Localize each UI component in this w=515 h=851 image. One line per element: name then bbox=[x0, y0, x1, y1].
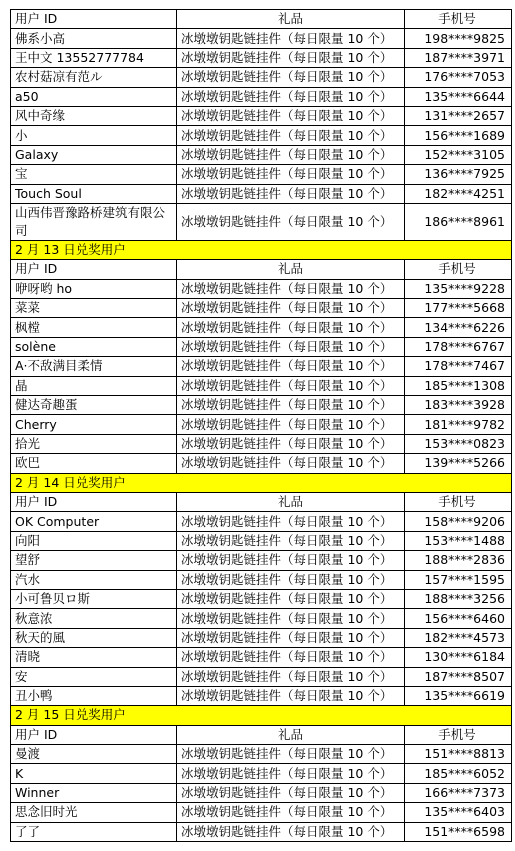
gift-cell: 冰墩墩钥匙链挂件（每日限量 10 个） bbox=[177, 48, 405, 67]
table-row bbox=[11, 822, 512, 841]
user-id-cell: 思念旧时光 bbox=[11, 803, 177, 822]
section-title-row bbox=[11, 473, 512, 492]
user-id-cell: 欧巴 bbox=[11, 454, 177, 473]
header-gift: 礼品 bbox=[177, 260, 405, 279]
table-row bbox=[11, 454, 512, 473]
user-id-cell: OK Computer bbox=[11, 512, 177, 531]
gift-cell: 冰墩墩钥匙链挂件（每日限量 10 个） bbox=[177, 822, 405, 841]
phone-cell: 186****8961 bbox=[405, 203, 512, 240]
phone-cell: 181****9782 bbox=[405, 415, 512, 434]
table-row bbox=[11, 783, 512, 802]
gift-cell: 冰墩墩钥匙链挂件（每日限量 10 个） bbox=[177, 337, 405, 356]
table-row bbox=[11, 279, 512, 298]
gift-cell: 冰墩墩钥匙链挂件（每日限量 10 个） bbox=[177, 376, 405, 395]
gift-cell: 冰墩墩钥匙链挂件（每日限量 10 个） bbox=[177, 145, 405, 164]
gift-cell: 冰墩墩钥匙链挂件（每日限量 10 个） bbox=[177, 434, 405, 453]
user-id-cell: 安 bbox=[11, 667, 177, 686]
section-title: 2 月 14 日兑奖用户 bbox=[11, 473, 512, 492]
gift-cell: 冰墩墩钥匙链挂件（每日限量 10 个） bbox=[177, 126, 405, 145]
table-row bbox=[11, 203, 512, 240]
table-row bbox=[11, 126, 512, 145]
phone-cell: 188****3256 bbox=[405, 589, 512, 608]
user-id-cell: 农村菇凉有范ル bbox=[11, 68, 177, 87]
header-row bbox=[11, 492, 512, 511]
gift-cell: 冰墩墩钥匙链挂件（每日限量 10 个） bbox=[177, 415, 405, 434]
phone-cell: 187****8507 bbox=[405, 667, 512, 686]
phone-cell: 135****6644 bbox=[405, 87, 512, 106]
phone-cell: 198****9825 bbox=[405, 29, 512, 48]
gift-cell: 冰墩墩钥匙链挂件（每日限量 10 个） bbox=[177, 628, 405, 647]
phone-cell: 176****7053 bbox=[405, 68, 512, 87]
header-phone: 手机号 bbox=[405, 492, 512, 511]
user-id-cell: Touch Soul bbox=[11, 184, 177, 203]
gift-cell: 冰墩墩钥匙链挂件（每日限量 10 个） bbox=[177, 68, 405, 87]
table-row bbox=[11, 667, 512, 686]
user-id-cell: 山西伟晋豫路桥建筑有限公司 bbox=[11, 203, 177, 240]
table-row bbox=[11, 87, 512, 106]
user-id-cell: 菜菜 bbox=[11, 299, 177, 318]
gift-cell: 冰墩墩钥匙链挂件（每日限量 10 个） bbox=[177, 764, 405, 783]
user-id-cell: 咿呀哟 ho bbox=[11, 279, 177, 298]
user-id-cell: Galaxy bbox=[11, 145, 177, 164]
phone-cell: 182****4251 bbox=[405, 184, 512, 203]
user-id-cell: Cherry bbox=[11, 415, 177, 434]
gift-cell: 冰墩墩钥匙链挂件（每日限量 10 个） bbox=[177, 357, 405, 376]
winners-table-body bbox=[11, 10, 512, 842]
phone-cell: 152****3105 bbox=[405, 145, 512, 164]
phone-cell: 153****1488 bbox=[405, 531, 512, 550]
table-row bbox=[11, 628, 512, 647]
gift-cell: 冰墩墩钥匙链挂件（每日限量 10 个） bbox=[177, 667, 405, 686]
table-row bbox=[11, 68, 512, 87]
gift-cell: 冰墩墩钥匙链挂件（每日限量 10 个） bbox=[177, 512, 405, 531]
gift-cell: 冰墩墩钥匙链挂件（每日限量 10 个） bbox=[177, 609, 405, 628]
user-id-cell: 了了 bbox=[11, 822, 177, 841]
phone-cell: 135****6619 bbox=[405, 686, 512, 705]
phone-cell: 135****9228 bbox=[405, 279, 512, 298]
table-row bbox=[11, 29, 512, 48]
gift-cell: 冰墩墩钥匙链挂件（每日限量 10 个） bbox=[177, 106, 405, 125]
phone-cell: 185****1308 bbox=[405, 376, 512, 395]
header-user-id: 用户 ID bbox=[11, 10, 177, 29]
user-id-cell: 丑小鸭 bbox=[11, 686, 177, 705]
table-row bbox=[11, 165, 512, 184]
table-row bbox=[11, 337, 512, 356]
gift-cell: 冰墩墩钥匙链挂件（每日限量 10 个） bbox=[177, 589, 405, 608]
section-title-row bbox=[11, 706, 512, 725]
gift-cell: 冰墩墩钥匙链挂件（每日限量 10 个） bbox=[177, 165, 405, 184]
user-id-cell: 汽水 bbox=[11, 570, 177, 589]
user-id-cell: 健达奇趣蛋 bbox=[11, 396, 177, 415]
phone-cell: 157****1595 bbox=[405, 570, 512, 589]
phone-cell: 187****3971 bbox=[405, 48, 512, 67]
user-id-cell: 风中奇缘 bbox=[11, 106, 177, 125]
phone-cell: 166****7373 bbox=[405, 783, 512, 802]
table-row bbox=[11, 318, 512, 337]
header-row bbox=[11, 260, 512, 279]
table-row bbox=[11, 145, 512, 164]
phone-cell: 139****5266 bbox=[405, 454, 512, 473]
phone-cell: 178****6767 bbox=[405, 337, 512, 356]
table-row bbox=[11, 357, 512, 376]
gift-cell: 冰墩墩钥匙链挂件（每日限量 10 个） bbox=[177, 745, 405, 764]
user-id-cell: 秋天的風 bbox=[11, 628, 177, 647]
table-row bbox=[11, 396, 512, 415]
header-gift: 礼品 bbox=[177, 725, 405, 744]
gift-cell: 冰墩墩钥匙链挂件（每日限量 10 个） bbox=[177, 87, 405, 106]
gift-cell: 冰墩墩钥匙链挂件（每日限量 10 个） bbox=[177, 203, 405, 240]
phone-cell: 188****2836 bbox=[405, 551, 512, 570]
user-id-cell: 望舒 bbox=[11, 551, 177, 570]
header-gift: 礼品 bbox=[177, 492, 405, 511]
gift-cell: 冰墩墩钥匙链挂件（每日限量 10 个） bbox=[177, 570, 405, 589]
table-row bbox=[11, 589, 512, 608]
gift-cell: 冰墩墩钥匙链挂件（每日限量 10 个） bbox=[177, 454, 405, 473]
user-id-cell: 晶 bbox=[11, 376, 177, 395]
table-row bbox=[11, 106, 512, 125]
user-id-cell: A·不敌满目柔情 bbox=[11, 357, 177, 376]
gift-cell: 冰墩墩钥匙链挂件（每日限量 10 个） bbox=[177, 318, 405, 337]
user-id-cell: solène bbox=[11, 337, 177, 356]
phone-cell: 156****1689 bbox=[405, 126, 512, 145]
user-id-cell: 清晓 bbox=[11, 648, 177, 667]
user-id-cell: 曼渡 bbox=[11, 745, 177, 764]
user-id-cell: Winner bbox=[11, 783, 177, 802]
gift-cell: 冰墩墩钥匙链挂件（每日限量 10 个） bbox=[177, 184, 405, 203]
table-row bbox=[11, 531, 512, 550]
phone-cell: 135****6403 bbox=[405, 803, 512, 822]
phone-cell: 153****0823 bbox=[405, 434, 512, 453]
table-row bbox=[11, 48, 512, 67]
section-title: 2 月 15 日兑奖用户 bbox=[11, 706, 512, 725]
user-id-cell: 王中文 13552777784 bbox=[11, 48, 177, 67]
phone-cell: 134****6226 bbox=[405, 318, 512, 337]
user-id-cell: 小可鲁贝ロ斯 bbox=[11, 589, 177, 608]
table-row bbox=[11, 299, 512, 318]
gift-cell: 冰墩墩钥匙链挂件（每日限量 10 个） bbox=[177, 783, 405, 802]
user-id-cell: 向阳 bbox=[11, 531, 177, 550]
header-user-id: 用户 ID bbox=[11, 492, 177, 511]
user-id-cell: 小 bbox=[11, 126, 177, 145]
header-row bbox=[11, 10, 512, 29]
phone-cell: 156****6460 bbox=[405, 609, 512, 628]
gift-cell: 冰墩墩钥匙链挂件（每日限量 10 个） bbox=[177, 279, 405, 298]
table-row bbox=[11, 376, 512, 395]
phone-cell: 151****8813 bbox=[405, 745, 512, 764]
table-row bbox=[11, 648, 512, 667]
phone-cell: 158****9206 bbox=[405, 512, 512, 531]
header-row bbox=[11, 725, 512, 744]
phone-cell: 182****4573 bbox=[405, 628, 512, 647]
table-row bbox=[11, 609, 512, 628]
gift-cell: 冰墩墩钥匙链挂件（每日限量 10 个） bbox=[177, 648, 405, 667]
table-row bbox=[11, 415, 512, 434]
phone-cell: 185****6052 bbox=[405, 764, 512, 783]
gift-cell: 冰墩墩钥匙链挂件（每日限量 10 个） bbox=[177, 803, 405, 822]
table-row bbox=[11, 745, 512, 764]
table-row bbox=[11, 686, 512, 705]
header-phone: 手机号 bbox=[405, 10, 512, 29]
header-gift: 礼品 bbox=[177, 10, 405, 29]
section-title-row bbox=[11, 240, 512, 259]
phone-cell: 178****7467 bbox=[405, 357, 512, 376]
user-id-cell: 秋意浓 bbox=[11, 609, 177, 628]
phone-cell: 151****6598 bbox=[405, 822, 512, 841]
phone-cell: 131****2657 bbox=[405, 106, 512, 125]
user-id-cell: 佛系小高 bbox=[11, 29, 177, 48]
phone-cell: 130****6184 bbox=[405, 648, 512, 667]
user-id-cell: a50 bbox=[11, 87, 177, 106]
table-row bbox=[11, 570, 512, 589]
header-user-id: 用户 ID bbox=[11, 260, 177, 279]
table-row bbox=[11, 803, 512, 822]
user-id-cell: 枫樘 bbox=[11, 318, 177, 337]
phone-cell: 136****7925 bbox=[405, 165, 512, 184]
gift-cell: 冰墩墩钥匙链挂件（每日限量 10 个） bbox=[177, 396, 405, 415]
winners-table bbox=[10, 9, 512, 842]
user-id-cell: 宝 bbox=[11, 165, 177, 184]
gift-cell: 冰墩墩钥匙链挂件（每日限量 10 个） bbox=[177, 686, 405, 705]
table-row bbox=[11, 764, 512, 783]
table-row bbox=[11, 434, 512, 453]
header-phone: 手机号 bbox=[405, 260, 512, 279]
gift-cell: 冰墩墩钥匙链挂件（每日限量 10 个） bbox=[177, 299, 405, 318]
gift-cell: 冰墩墩钥匙链挂件（每日限量 10 个） bbox=[177, 531, 405, 550]
header-user-id: 用户 ID bbox=[11, 725, 177, 744]
phone-cell: 177****5668 bbox=[405, 299, 512, 318]
user-id-cell: K bbox=[11, 764, 177, 783]
gift-cell: 冰墩墩钥匙链挂件（每日限量 10 个） bbox=[177, 551, 405, 570]
user-id-cell: 拾光 bbox=[11, 434, 177, 453]
header-phone: 手机号 bbox=[405, 725, 512, 744]
table-row bbox=[11, 551, 512, 570]
table-row bbox=[11, 184, 512, 203]
gift-cell: 冰墩墩钥匙链挂件（每日限量 10 个） bbox=[177, 29, 405, 48]
phone-cell: 183****3928 bbox=[405, 396, 512, 415]
section-title: 2 月 13 日兑奖用户 bbox=[11, 240, 512, 259]
table-row bbox=[11, 512, 512, 531]
